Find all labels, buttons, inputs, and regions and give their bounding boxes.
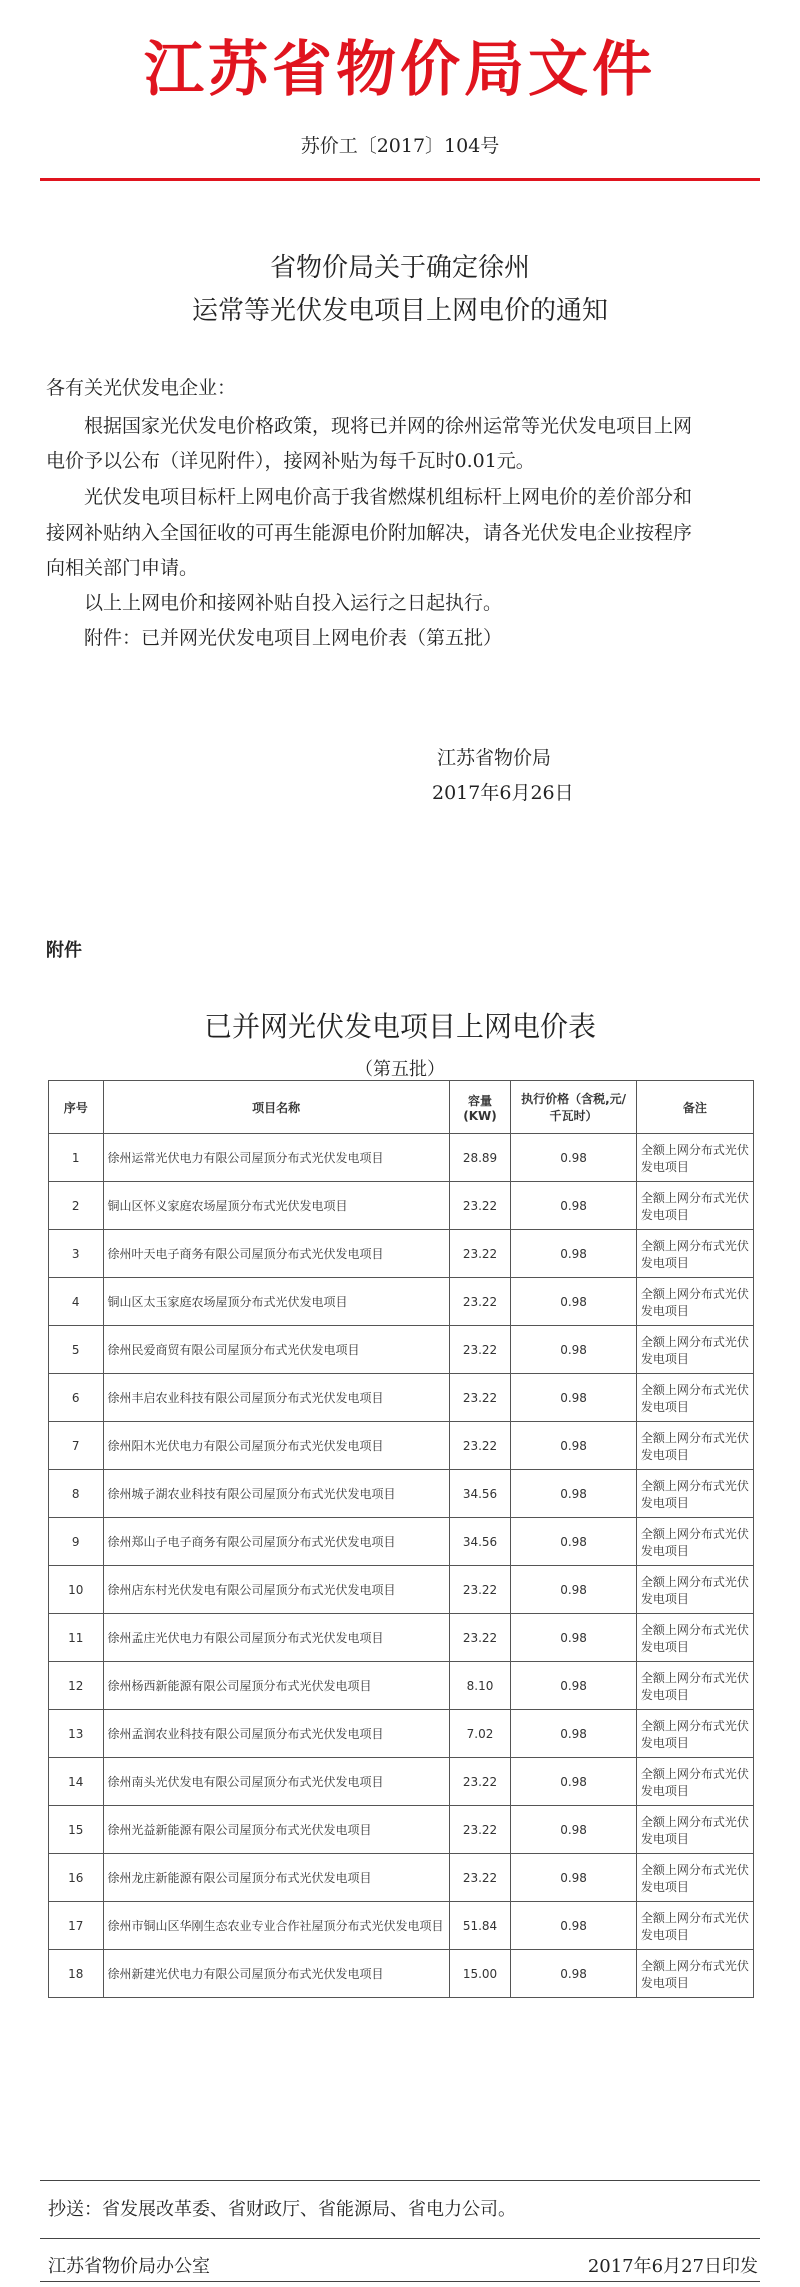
cell-price: 0.98 [511, 1518, 637, 1566]
cell-name: 徐州郑山子电子商务有限公司屋顶分布式光伏发电项目 [103, 1518, 449, 1566]
cell-no: 12 [49, 1662, 104, 1710]
cell-no: 6 [49, 1374, 104, 1422]
cell-name: 徐州运常光伏电力有限公司屋顶分布式光伏发电项目 [103, 1134, 449, 1182]
cell-note: 全额上网分布式光伏发电项目 [636, 1134, 753, 1182]
table-row [49, 1614, 754, 1662]
cell-name: 徐州孟庄光伏电力有限公司屋顶分布式光伏发电项目 [103, 1614, 449, 1662]
batch-label: （第五批） [355, 1059, 445, 1080]
cell-capacity: 28.89 [449, 1134, 511, 1182]
document-header-title: 江苏省物价局文件 [144, 35, 656, 105]
table-row [49, 1950, 754, 1998]
body-paragraph-line: 接网补贴纳入全国征收的可再生能源电价附加解决，请各光伏发电企业按程序 [46, 522, 693, 544]
cell-price: 0.98 [511, 1710, 637, 1758]
table-row [49, 1422, 754, 1470]
cell-note: 全额上网分布式光伏发电项目 [636, 1326, 753, 1374]
cell-name: 徐州阳木光伏电力有限公司屋顶分布式光伏发电项目 [103, 1422, 449, 1470]
cell-name: 徐州丰启农业科技有限公司屋顶分布式光伏发电项目 [103, 1374, 449, 1422]
cell-capacity: 23.22 [449, 1422, 511, 1470]
column-header-name: 项目名称 [103, 1081, 449, 1134]
cell-name: 铜山区怀义家庭农场屋顶分布式光伏发电项目 [103, 1182, 449, 1230]
cell-capacity: 23.22 [449, 1278, 511, 1326]
cell-price: 0.98 [511, 1614, 637, 1662]
cc-line: 抄送：省发展改革委、省财政厅、省能源局、省电力公司。 [48, 2199, 516, 2220]
cell-note: 全额上网分布式光伏发电项目 [636, 1230, 753, 1278]
cell-capacity: 15.00 [449, 1950, 511, 1998]
table-row [49, 1758, 754, 1806]
footer-divider-middle [40, 2238, 760, 2239]
cell-price: 0.98 [511, 1422, 637, 1470]
cell-price: 0.98 [511, 1230, 637, 1278]
cell-note: 全额上网分布式光伏发电项目 [636, 1518, 753, 1566]
table-row [49, 1278, 754, 1326]
cell-no: 5 [49, 1326, 104, 1374]
cell-capacity: 34.56 [449, 1518, 511, 1566]
cell-price: 0.98 [511, 1134, 637, 1182]
cell-no: 10 [49, 1566, 104, 1614]
cell-price: 0.98 [511, 1758, 637, 1806]
notice-title-line1: 省物价局关于确定徐州 [269, 253, 530, 283]
cell-capacity: 23.22 [449, 1854, 511, 1902]
table-row [49, 1566, 754, 1614]
cell-capacity: 7.02 [449, 1710, 511, 1758]
column-header-price: 执行价格（含税,元/千瓦时） [511, 1081, 637, 1134]
cell-price: 0.98 [511, 1326, 637, 1374]
cell-no: 16 [49, 1854, 104, 1902]
column-header-note: 备注 [636, 1081, 753, 1134]
table-header-row [49, 1081, 754, 1134]
cell-no: 11 [49, 1614, 104, 1662]
cell-name: 徐州市铜山区华刚生态农业专业合作社屋顶分布式光伏发电项目 [103, 1902, 449, 1950]
cell-no: 14 [49, 1758, 104, 1806]
body-paragraph-line: 光伏发电项目标杆上网电价高于我省燃煤机组标杆上网电价的差价部分和 [84, 486, 693, 508]
cell-no: 17 [49, 1902, 104, 1950]
table-row [49, 1326, 754, 1374]
cell-capacity: 8.10 [449, 1662, 511, 1710]
cell-note: 全额上网分布式光伏发电项目 [636, 1950, 753, 1998]
cell-capacity: 23.22 [449, 1326, 511, 1374]
cell-note: 全额上网分布式光伏发电项目 [636, 1422, 753, 1470]
table-row [49, 1806, 754, 1854]
cell-note: 全额上网分布式光伏发电项目 [636, 1758, 753, 1806]
table-row [49, 1662, 754, 1710]
cell-price: 0.98 [511, 1374, 637, 1422]
column-header-capacity: 容量(KW) [449, 1081, 511, 1134]
cell-capacity: 51.84 [449, 1902, 511, 1950]
cell-capacity: 34.56 [449, 1470, 511, 1518]
print-date: 2017年6月27日印发 [587, 2256, 758, 2277]
cell-note: 全额上网分布式光伏发电项目 [636, 1614, 753, 1662]
cell-no: 18 [49, 1950, 104, 1998]
attachment-reference: 附件：已并网光伏发电项目上网电价表（第五批） [84, 627, 503, 649]
cell-note: 全额上网分布式光伏发电项目 [636, 1182, 753, 1230]
attachment-label: 附件 [46, 940, 82, 961]
cell-price: 0.98 [511, 1950, 637, 1998]
cell-price: 0.98 [511, 1470, 637, 1518]
table-title: 已并网光伏发电项目上网电价表 [203, 1010, 596, 1043]
table-row [49, 1710, 754, 1758]
cell-no: 7 [49, 1422, 104, 1470]
red-divider [40, 178, 760, 181]
cell-name: 徐州民爱商贸有限公司屋顶分布式光伏发电项目 [103, 1326, 449, 1374]
cell-no: 13 [49, 1710, 104, 1758]
cell-no: 3 [49, 1230, 104, 1278]
notice-title-line2: 运常等光伏发电项目上网电价的通知 [191, 296, 608, 326]
table-row [49, 1854, 754, 1902]
cell-name: 徐州叶天电子商务有限公司屋顶分布式光伏发电项目 [103, 1230, 449, 1278]
cell-capacity: 23.22 [449, 1566, 511, 1614]
price-table [48, 1080, 754, 1998]
cell-name: 徐州孟润农业科技有限公司屋顶分布式光伏发电项目 [103, 1710, 449, 1758]
footer-divider-bottom [40, 2281, 760, 2282]
column-header-no: 序号 [49, 1081, 104, 1134]
table-row [49, 1902, 754, 1950]
cell-no: 4 [49, 1278, 104, 1326]
cell-note: 全额上网分布式光伏发电项目 [636, 1806, 753, 1854]
table-body [49, 1134, 754, 1998]
cell-note: 全额上网分布式光伏发电项目 [636, 1566, 753, 1614]
cell-note: 全额上网分布式光伏发电项目 [636, 1470, 753, 1518]
cell-name: 徐州龙庄新能源有限公司屋顶分布式光伏发电项目 [103, 1854, 449, 1902]
table-row [49, 1182, 754, 1230]
cell-name: 徐州店东村光伏发电有限公司屋顶分布式光伏发电项目 [103, 1566, 449, 1614]
cell-name: 徐州南头光伏发电有限公司屋顶分布式光伏发电项目 [103, 1758, 449, 1806]
cell-no: 9 [49, 1518, 104, 1566]
cell-price: 0.98 [511, 1806, 637, 1854]
cell-price: 0.98 [511, 1854, 637, 1902]
signature-date: 2017年6月26日 [432, 782, 574, 804]
cell-capacity: 23.22 [449, 1758, 511, 1806]
cell-price: 0.98 [511, 1278, 637, 1326]
cell-name: 徐州光益新能源有限公司屋顶分布式光伏发电项目 [103, 1806, 449, 1854]
table-row [49, 1230, 754, 1278]
table-row [49, 1518, 754, 1566]
cell-name: 徐州杨西新能源有限公司屋顶分布式光伏发电项目 [103, 1662, 449, 1710]
salutation: 各有关光伏发电企业： [46, 377, 237, 399]
table-row [49, 1470, 754, 1518]
signature-org: 江苏省物价局 [437, 747, 552, 769]
body-paragraph-line: 电价予以公布（详见附件），接网补贴为每千瓦时0.01元。 [46, 450, 535, 472]
issuing-office: 江苏省物价局办公室 [48, 2256, 210, 2277]
cell-capacity: 23.22 [449, 1806, 511, 1854]
cell-capacity: 23.22 [449, 1614, 511, 1662]
cell-note: 全额上网分布式光伏发电项目 [636, 1374, 753, 1422]
cell-price: 0.98 [511, 1566, 637, 1614]
body-paragraph-line: 根据国家光伏发电价格政策，现将已并网的徐州运常等光伏发电项目上网 [84, 415, 693, 437]
cell-note: 全额上网分布式光伏发电项目 [636, 1278, 753, 1326]
cell-note: 全额上网分布式光伏发电项目 [636, 1902, 753, 1950]
cell-no: 15 [49, 1806, 104, 1854]
cell-no: 1 [49, 1134, 104, 1182]
cell-capacity: 23.22 [449, 1230, 511, 1278]
cell-note: 全额上网分布式光伏发电项目 [636, 1662, 753, 1710]
cell-no: 2 [49, 1182, 104, 1230]
cell-price: 0.98 [511, 1902, 637, 1950]
cell-capacity: 23.22 [449, 1182, 511, 1230]
cell-no: 8 [49, 1470, 104, 1518]
cell-price: 0.98 [511, 1182, 637, 1230]
body-paragraph-line: 以上上网电价和接网补贴自投入运行之日起执行。 [84, 592, 503, 614]
document-number: 苏价工〔2017〕104号 [300, 135, 500, 157]
table-row [49, 1134, 754, 1182]
cell-note: 全额上网分布式光伏发电项目 [636, 1854, 753, 1902]
cell-price: 0.98 [511, 1662, 637, 1710]
cell-name: 徐州城子湖农业科技有限公司屋顶分布式光伏发电项目 [103, 1470, 449, 1518]
body-paragraph-line: 向相关部门申请。 [46, 557, 199, 579]
cell-capacity: 23.22 [449, 1374, 511, 1422]
table-row [49, 1374, 754, 1422]
cell-name: 铜山区太玉家庭农场屋顶分布式光伏发电项目 [103, 1278, 449, 1326]
cell-name: 徐州新建光伏电力有限公司屋顶分布式光伏发电项目 [103, 1950, 449, 1998]
cell-note: 全额上网分布式光伏发电项目 [636, 1710, 753, 1758]
footer-divider-top [40, 2180, 760, 2181]
